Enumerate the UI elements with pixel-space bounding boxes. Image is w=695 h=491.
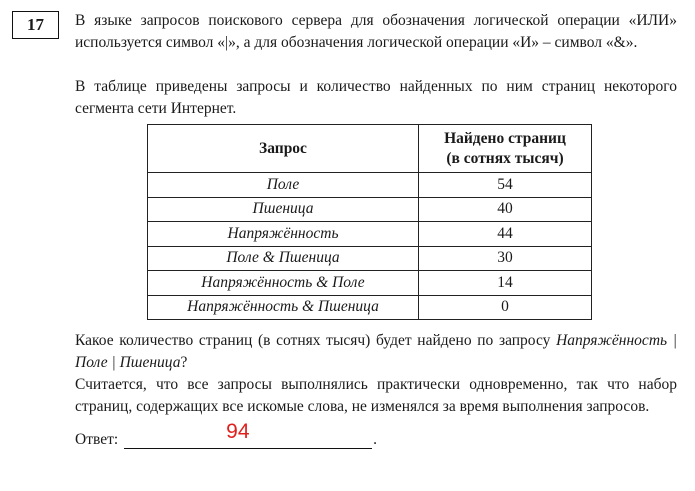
question-suffix: ? (180, 354, 188, 371)
answer-label: Ответ: (75, 431, 119, 448)
row-query: Поле & Пшеница (148, 246, 419, 271)
table-row (148, 271, 592, 296)
row-count: 0 (419, 295, 592, 320)
question-number: 17 (12, 11, 59, 39)
header-found (419, 125, 592, 173)
table-intro-paragraph: В таблице приведены запросы и количество найденных по ним страниц некоторого сегмента сети Интернет. (75, 78, 677, 117)
query-table (147, 124, 592, 320)
row-count: 44 (419, 222, 592, 247)
row-query: Поле (148, 173, 419, 198)
table-row (148, 295, 592, 320)
table-row (148, 173, 592, 198)
row-query: Напряжённость & Пшеница (148, 295, 419, 320)
header-found-line1: Найдено страниц (444, 129, 566, 147)
row-query: Пшеница (148, 197, 419, 222)
table-row (148, 197, 592, 222)
answer-end: . (373, 431, 378, 448)
assumption-paragraph: Считается, что все запросы выполнялись практически одновременно, так что набор страниц, содержащих все искомые слова, не изменялся за время выполнения запросов. (75, 376, 677, 415)
answer-value: 94 (226, 420, 250, 443)
intro-paragraph: В языке запросов поискового сервера для обозначения логической операции «ИЛИ» используется символ «|», а для обозначения логической операции «И» – символ «&». (75, 12, 677, 51)
row-query: Напряжённость & Поле (148, 271, 419, 296)
row-count: 40 (419, 197, 592, 222)
row-count: 54 (419, 173, 592, 198)
row-query: Напряжённость (148, 222, 419, 247)
header-query: Запрос (148, 125, 419, 173)
question-text: Какое количество страниц (в сотнях тысяч) будет найдено по запросу (75, 332, 551, 349)
row-count: 30 (419, 246, 592, 271)
table-row (148, 246, 592, 271)
header-found-line2: (в сотнях тысяч) (446, 149, 564, 167)
table-header-row (148, 125, 592, 173)
question-paragraph (75, 330, 677, 374)
row-count: 14 (419, 271, 592, 296)
answer-row (75, 420, 378, 449)
question-query: Напряжённость | Поле | Пшеница (75, 332, 677, 371)
table-row (148, 222, 592, 247)
answer-field[interactable] (124, 420, 372, 449)
